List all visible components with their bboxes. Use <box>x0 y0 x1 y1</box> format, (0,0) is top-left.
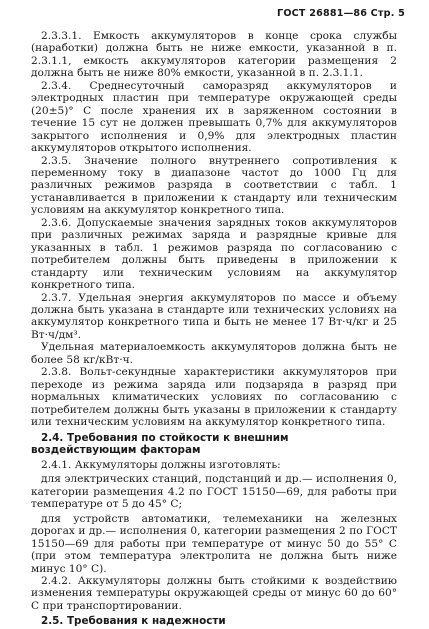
document-body <box>31 30 397 629</box>
spacer <box>31 429 397 431</box>
page-header: ГОСТ 26881—86 Стр. 5 <box>277 8 405 19</box>
paragraph-2-3-3-1: 2.3.3.1. Емкость аккумуляторов в конце срока службы (наработки) должна быть не ниже емкости, указанной в п. 2.3.1.1, емкость аккумуляторов категории размещения 2 должна быть не ниже 80% емкости, указанной в п. 2.3.1.1. <box>31 30 397 80</box>
section-heading-2-4: 2.4. Требования по стойкости к внешним воздействующим факторам <box>31 431 289 456</box>
paragraph-2-4-1: 2.4.1. Аккумуляторы должны изготовлять: <box>41 458 281 471</box>
paragraph-2-4-1-railways: для устройств автоматики, телемеханики на железных дорогах и др.— исполнения 0, категории размещения 2 по ГОСТ 15150—69 для работы при температуре от минус 50 до 55° С (при этом температура электролита не должна быть ниже минус 10° С). <box>31 512 397 575</box>
paragraph-2-3-6: 2.3.6. Допускаемые значения зарядных токов аккумуляторов при различных режимах заряда и разрядные кривые для указанных в табл. 1 режимов разряда по согласованию с потребителем должны быть приведены в приложении к стандарту или техническим условиям на аккумулятор конкретного типа. <box>31 216 397 292</box>
paragraph-2-4-1-stations: для электрических станций, подстанций и др.— исполнения 0, категории размещения 4.2 по ГОСТ 15150—69, для работы при температуре от 5 до 45° С; <box>31 473 397 511</box>
paragraph-2-3-7-materials: Удельная материалоемкость аккумуляторов должна быть не более 58 кг/кВт·ч. <box>31 341 397 366</box>
spacer <box>31 612 397 614</box>
paragraph-2-3-5: 2.3.5. Значение полного внутреннего сопротивления к переменному току в диапазоне частот до 1000 Гц для различных режимов разряда в соответствии с табл. 1 устанавливается в приложении к стандарту или техническим условиям на аккумулятор конкретного типа. <box>31 154 397 217</box>
paragraph-2-3-8: 2.3.8. Вольт-секундные характеристики аккумуляторов при переходе из режима заряда или подзаряда в разряд при нормальных климатических условиях по согласованию с потребителем должны быть указаны в приложении к стандарту или техническим условиям на аккумулятор конкретного типа. <box>31 366 397 429</box>
paragraph-2-3-7: 2.3.7. Удельная энергия аккумуляторов по массе и объему должна быть указана в стандарте или технических условиях на аккумулятор конкретного типа и быть не менее 17 Вт·ч/кг и 25 Вт·ч/дм³. <box>31 291 397 341</box>
paragraph-2-3-4: 2.3.4. Среднесуточный саморазряд аккумуляторов и электродных пластин при температуре окружающей среды (20±5)° С после хранения их в заряженном состоянии в течение 15 сут не должен превышать 0,7% для аккумуляторов закрытого исполнения и 0,9% для электродных пластин аккумуляторов открытого исполнения. <box>31 79 397 155</box>
paragraph-2-4-2: 2.4.2. Аккумуляторы должны быть стойкими к воздействию изменения температуры окружающей среды от минус 60 до 60° С при транспортировании. <box>31 574 397 612</box>
section-heading-2-5: 2.5. Требования к надежности <box>41 615 226 628</box>
